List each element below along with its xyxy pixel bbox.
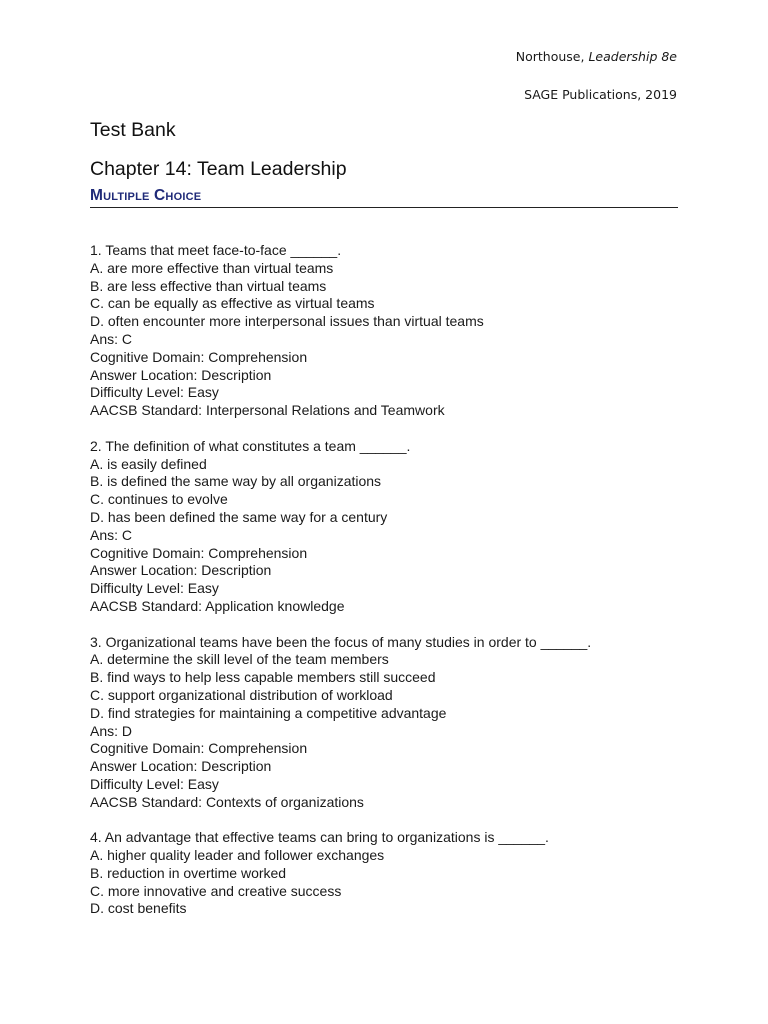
answer-option: C. continues to evolve — [90, 491, 228, 508]
question-meta: Answer Location: Description — [90, 366, 272, 383]
answer-option: A. determine the skill level of the team members — [90, 651, 389, 668]
question-block — [90, 438, 690, 616]
answer-option: B. is defined the same way by all organizations — [90, 473, 382, 490]
question-block — [90, 634, 690, 812]
question-meta: Cognitive Domain: Comprehension — [90, 740, 308, 757]
answer-option: D. has been defined the same way for a century — [90, 508, 388, 525]
author-text: Northouse, — [515, 49, 589, 64]
question-meta: Answer Location: Description — [90, 758, 272, 775]
answer-option: A. higher quality leader and follower exchanges — [90, 847, 385, 864]
question-meta: Ans: C — [90, 330, 133, 347]
question-meta: Answer Location: Description — [90, 562, 272, 579]
question-list — [90, 242, 690, 936]
question-block — [90, 829, 690, 918]
answer-option: D. cost benefits — [90, 900, 187, 917]
running-header-author — [516, 49, 677, 64]
test-bank-title: Test Bank — [90, 119, 176, 141]
book-title-text: Leadership 8e — [588, 49, 677, 64]
question-stem: 1. Teams that meet face-to-face ______. — [90, 242, 342, 258]
question-meta: Difficulty Level: Easy — [90, 580, 219, 597]
section-label: Multiple Choice — [90, 187, 202, 204]
answer-option: C. support organizational distribution of workload — [90, 686, 393, 703]
question-meta: AACSB Standard: Application knowledge — [90, 597, 345, 614]
chapter-title: Chapter 14: Team Leadership — [90, 158, 347, 180]
question-meta: Difficulty Level: Easy — [90, 384, 219, 401]
answer-option: D. often encounter more interpersonal issues than virtual teams — [90, 313, 484, 330]
question-meta: AACSB Standard: Interpersonal Relations and Teamwork — [90, 402, 445, 419]
question-stem: 2. The definition of what constitutes a team ______. — [90, 437, 411, 454]
answer-option: D. find strategies for maintaining a competitive advantage — [90, 704, 447, 721]
answer-option: C. more innovative and creative success — [90, 882, 342, 899]
question-meta: Ans: C — [90, 526, 133, 543]
question-stem: 4. An advantage that effective teams can bring to organizations is ______. — [90, 829, 549, 846]
answer-option: B. find ways to help less capable members still succeed — [90, 669, 436, 686]
question-meta: Ans: D — [90, 722, 133, 739]
section-heading — [90, 185, 678, 208]
answer-option: A. are more effective than virtual teams — [90, 259, 334, 276]
answer-option: B. are less effective than virtual teams — [90, 277, 327, 294]
answer-option: B. reduction in overtime worked — [90, 864, 287, 881]
question-block — [90, 242, 690, 420]
question-meta: Cognitive Domain: Comprehension — [90, 544, 308, 561]
question-stem: 3. Organizational teams have been the focus of many studies in order to ______. — [90, 633, 592, 650]
question-meta: AACSB Standard: Contexts of organizations — [90, 793, 364, 810]
answer-option: A. is easily defined — [90, 455, 207, 472]
question-meta: Cognitive Domain: Comprehension — [90, 348, 308, 365]
answer-option: C. can be equally as effective as virtual teams — [90, 295, 375, 312]
question-meta: Difficulty Level: Easy — [90, 775, 219, 792]
running-header-publisher: SAGE Publications, 2019 — [524, 87, 677, 102]
